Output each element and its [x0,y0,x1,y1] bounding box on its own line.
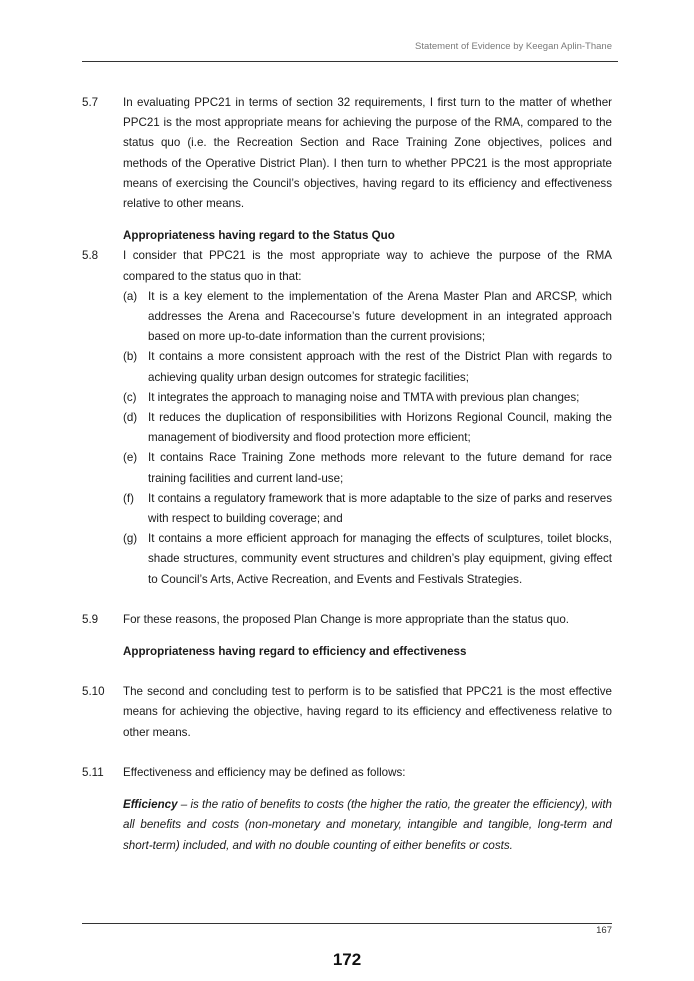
heading-efficiency-effectiveness: Appropriateness having regard to efficiency and effectiveness [123,645,467,659]
footer-page-number: 167 [596,925,612,936]
efficiency-definition [82,795,612,856]
list-item-label: (g) [123,532,138,546]
paragraph-text: Effectiveness and efficiency may be defined as follows: [123,765,406,779]
list-item-label: (a) [123,289,138,303]
definition-term: Efficiency [123,798,178,812]
paragraph-5-9 [82,610,612,630]
list-item-text: It is a key element to the implementation of the Arena Master Plan and ARCSP, which addresses the Arena and Racecourse’s future development in an integrated approach based on more up-to-date information than the current provisions; [148,289,612,344]
paragraph-number: 5.7 [82,96,99,109]
list-item-text: It reduces the duplication of responsibilities with Horizons Regional Council, making the management of biodiversity and flood protection more efficient; [148,411,612,445]
list-item-label: (e) [123,451,138,465]
footer-rule [82,923,612,924]
paragraph-number: 5.10 [82,685,105,699]
list-item-text: It contains Race Training Zone methods more relevant to the future demand for race training facilities and current land-use; [148,451,612,485]
list-item [82,287,612,348]
list-item [82,448,612,488]
list-item [82,347,612,387]
list-item-text: It contains a regulatory framework that is more adaptable to the size of parks and reserves with respect to building coverage; and [148,491,612,526]
paragraph-number: 5.9 [82,612,99,626]
paragraph-5-10 [82,682,612,743]
paragraph-text: In evaluating PPC21 in terms of section 32 requirements, I first turn to the matter of whether PPC21 is the most appropriate means for achieving the purpose of the RMA, compared to the status quo (i.e. the Recreation Section and Race Training Zone objectives, polices and methods of the Operative District Plan). I then turn to whether PPC21 is the most appropriate means of exercising the Council’s objectives, having regard to its efficiency and effectiveness relative to other means. [123,96,612,211]
paragraph-text: For these reasons, the proposed Plan Change is more appropriate than the status quo. [123,612,569,626]
list-item-label: (b) [123,350,138,364]
list-item-text: It contains a more efficient approach for managing the effects of sculptures, toilet blocks, shade structures, community event structures and children’s play equipment, giving effect to Council’s Arts, Active Recreation, and Events and Festivals Strategies. [148,532,612,586]
list-item [82,529,612,590]
paragraph-number: 5.11 [82,765,104,779]
status-quo-reasons-list [82,287,612,590]
list-item-text: It contains a more consistent approach with the rest of the District Plan with regards to achieving quality urban design outcomes for strategic facilities; [148,350,612,384]
paragraph-5-7 [82,93,612,214]
list-item [82,388,612,408]
header-rule [82,61,618,62]
paragraph-text: The second and concluding test to perform is to be satisfied that PPC21 is the most effective means for achieving the objective, having regard to its efficiency and effectiveness relative to other means. [123,685,612,739]
definition-text: – is the ratio of benefits to costs (the higher the ratio, the greater the efficiency), with all benefits and costs (non-monetary and monetary, intangible and tangible, long-term and short-term) included, and with no double counting of either benefits or costs. [123,798,612,852]
paragraph-number: 5.8 [82,249,99,263]
page-header-title: Statement of Evidence by Keegan Aplin-Thane [415,41,612,52]
paragraph-text: I consider that PPC21 is the most appropriate way to achieve the purpose of the RMA compared to the status quo in that: [123,249,612,283]
list-item-text: It integrates the approach to managing noise and TMTA with previous plan changes; [148,390,580,404]
list-item-label: (c) [123,390,137,404]
paragraph-5-8 [82,246,612,286]
document-body [82,93,612,856]
list-item-label: (f) [123,491,134,505]
list-item-label: (d) [123,411,138,425]
bundle-page-number: 172 [332,950,362,969]
list-item [82,489,612,529]
list-item [82,408,612,448]
paragraph-5-11 [82,763,612,783]
heading-status-quo: Appropriateness having regard to the Status Quo [123,229,395,243]
